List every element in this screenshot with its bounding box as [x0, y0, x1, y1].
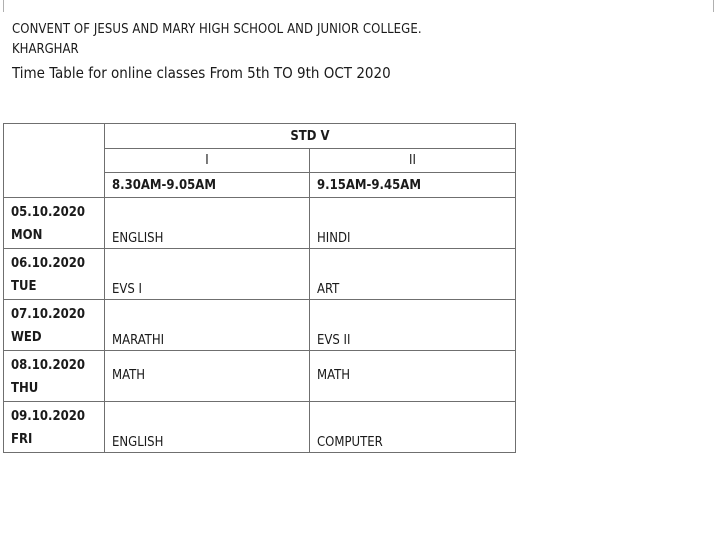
period-1-subject: ENGLISH [105, 402, 310, 453]
period-2-time: 9.15AM-9.45AM [310, 173, 516, 198]
period-1-time: 8.30AM-9.05AM [105, 173, 310, 198]
day-cell [4, 351, 105, 402]
school-location: KHARGHAR [12, 42, 79, 57]
day-cell [4, 249, 105, 300]
day-cell [4, 300, 105, 351]
period-1-subject: ENGLISH [105, 198, 310, 249]
date-text: 09.10.2020 [11, 409, 85, 424]
period-2-subject: EVS II [310, 300, 516, 351]
std-label: STD V [105, 124, 516, 149]
timetable-title: Time Table for online classes From 5th TO 9th OCT 2020 [12, 64, 391, 82]
period-2-subject: ART [310, 249, 516, 300]
period-1-label: I [105, 149, 310, 173]
table-row [4, 300, 516, 351]
period-2-subject: COMPUTER [310, 402, 516, 453]
period-2-label: II [310, 149, 516, 173]
page-corner-mark-left [3, 0, 4, 12]
date-text: 08.10.2020 [11, 358, 85, 373]
period-1-subject: EVS I [105, 249, 310, 300]
period-1-subject: MATH [105, 351, 310, 402]
period-2-subject: HINDI [310, 198, 516, 249]
table-row [4, 198, 516, 249]
day-cell [4, 198, 105, 249]
date-text: 07.10.2020 [11, 307, 85, 322]
table-row [4, 351, 516, 402]
school-name: CONVENT OF JESUS AND MARY HIGH SCHOOL AND JUNIOR COLLEGE. [12, 22, 422, 37]
table-row [4, 402, 516, 453]
period-1-subject: MARATHI [105, 300, 310, 351]
day-text: THU [11, 381, 39, 396]
day-cell [4, 402, 105, 453]
date-text: 05.10.2020 [11, 205, 85, 220]
day-text: FRI [11, 432, 33, 447]
table-row [4, 249, 516, 300]
date-text: 06.10.2020 [11, 256, 85, 271]
day-text: MON [11, 228, 43, 243]
day-text: WED [11, 330, 42, 345]
blank-header-cell [4, 124, 105, 198]
page-corner-mark-right [713, 0, 714, 12]
std-header-row [4, 124, 516, 149]
timetable [3, 123, 516, 453]
day-text: TUE [11, 279, 37, 294]
period-2-subject: MATH [310, 351, 516, 402]
